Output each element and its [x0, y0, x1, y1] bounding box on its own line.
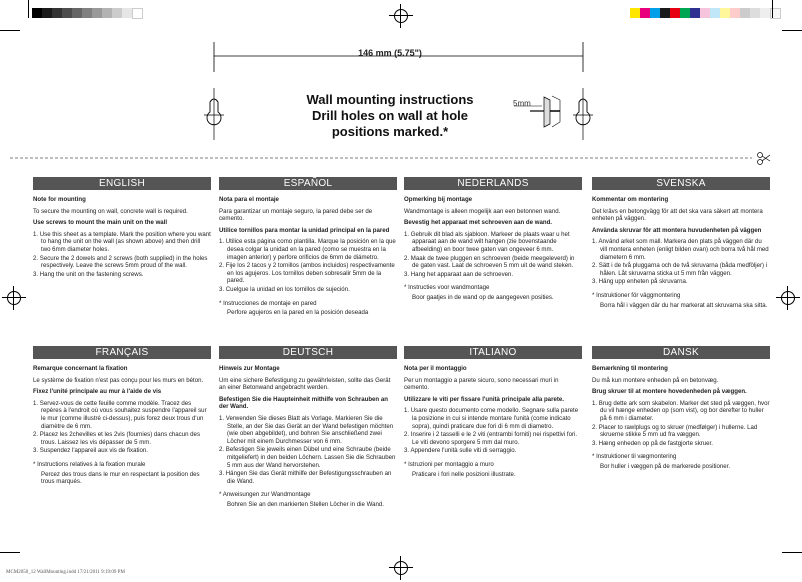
step: 1. Brug dette ark som skabelon. Marker det sted på væggen, hvor du vil hænge enheden op (som vist), og bor derefter to huller på 6 mm i diameter. — [592, 399, 770, 422]
keyhole-left-icon — [204, 88, 224, 140]
subheading: Use screws to mount the main unit on the wall — [33, 219, 168, 227]
footnote-title: * Istruzioni per montaggio a muro — [404, 460, 494, 468]
step: 2. Placez les 2chevilles et les 2vis (fournies) dans chacun des trous. Laissez les vis dépasser de 5 mm. — [33, 431, 200, 446]
step: 1. Usare questo documento come modello. Segnare sulla parete la posizione in cui si intende montare l'unità (come indicato sopra), quindi praticare due fori di 6 mm di diametro. — [404, 407, 579, 430]
section-header: DANSK — [592, 346, 770, 359]
section-english — [33, 177, 211, 282]
section-header: NEDERLANDS — [404, 177, 582, 190]
step: 2. Inserire i 2 tasselli e le 2 viti (entrambi forniti) nei rispettivi fori. Le viti devono sporgere 5 mm dal muro. — [404, 431, 578, 446]
registration-mark-left — [2, 286, 26, 310]
footnote-title: * Instructions relatives à la fixation murale — [33, 460, 146, 468]
footnote-text: Perfore agujeros en la pared en la posición deseada — [227, 309, 369, 317]
section-svenska — [592, 177, 770, 309]
section-header: ESPAÑOL — [219, 177, 397, 190]
crop-mark — [0, 552, 20, 553]
step: 3. Hang het apparaat aan de schroeven. — [404, 270, 514, 278]
screw-label: 5mm — [513, 99, 531, 108]
step: 1. Use this sheet as a template. Mark the position where you want to hang the unit on the wall (as shown above) and then drill two 6mm diameter holes. — [33, 230, 211, 253]
section-header: FRANÇAIS — [33, 346, 211, 359]
note-title: Bemærkning til montering — [592, 365, 668, 372]
footnote-text: Borra hål i väggen där du har markerat att skruvarna ska sitta. — [600, 301, 768, 309]
section-dansk — [592, 346, 770, 471]
section-nederlands — [404, 177, 582, 302]
step: 1. Använd arket som mall. Markera den plats på väggen där du vill montera enheten (enligt bilden ovan) och borra två hål med diametern 6 mm. — [592, 238, 769, 261]
section-header: SVENSKA — [592, 177, 770, 190]
step: 3. Suspendez l'appareil aux vis de fixation. — [33, 447, 148, 455]
title-line-3: positions marked.* — [331, 124, 449, 139]
step: 3. Appendere l'unità sulle viti di serraggio. — [404, 447, 517, 455]
step: 1. Utilice esta página como plantilla. Marque la posición en la que desea colgar la unidad en la pared (como se muestra en la imagen anterior) y perfore orificios de 6mm de diámetro. — [219, 238, 396, 261]
note-text: Um eine sichere Befestigung zu gewährleisten, sollte das Gerät an einer Betonwand angebracht werden. — [219, 376, 391, 392]
section-header: DEUTSCH — [219, 346, 397, 359]
note-title: Kommentar om montering — [592, 196, 669, 203]
keyhole-right-icon — [573, 88, 593, 140]
step: 3. Hæng enheden op på de fastgjorte skruer. — [592, 439, 713, 447]
footnote-title: * Instrucciones de montaje en pared — [219, 299, 317, 307]
step: 3. Cuelgue la unidad en los tornillos de sujeción. — [219, 285, 350, 293]
step: 2. Maak de twee pluggen en schroeven (beide meegeleverd) in de gaten vast. Laat de schroeven 5 mm uit de wand steken. — [404, 254, 575, 270]
note-text: Du må kun montere enheden på en betonvæg. — [592, 376, 719, 384]
footnote-text: Bohren Sie an den markierten Stellen Löcher in die Wand. — [227, 500, 384, 508]
print-slug: MCM2050_12 WallMounting.indd 17/21/2011 9:19:09 PM — [6, 570, 125, 575]
note-title: Remarque concernant la fixation — [33, 365, 128, 372]
section-italiano — [404, 346, 582, 478]
registration-mark-right — [776, 286, 800, 310]
note-text: Para garantizar un montaje seguro, la pared debe ser de cemento. — [219, 207, 373, 223]
note-text: To secure the mounting on wall, concrete wall is required. — [33, 207, 188, 215]
note-title: Nota para el montaje — [219, 196, 279, 203]
steps-list — [219, 238, 397, 293]
section-header: ENGLISH — [33, 177, 211, 190]
step: 3. Hängen Sie das Gerät mithilfe der Befestigungsschrauben an die Wand. — [219, 470, 392, 485]
step: 3. Hang the unit on the fastening screws. — [33, 270, 144, 278]
footnote-text: Bor huller i væggen på de markerede positioner. — [600, 462, 731, 470]
steps-list — [592, 238, 770, 286]
note-text: Det krävs en betongvägg för att det ska vara säkert att montera enheten på väggen. — [592, 207, 763, 223]
step: 1. Verwenden Sie dieses Blatt als Vorlage. Markieren Sie die Stelle, an der Sie das Gerät an der Wand befestigen möchten (wie oben abgebildet), und bohren Sie anschließend zwei Löcher mit einem Durchmesser von 6 mm. — [219, 414, 394, 445]
footnote-title: * Instructies voor wandmontage — [404, 284, 490, 292]
step: 2. Placer to rawlplugs og to skruer (medfølger) i hullerne. Lad skruerne stikke 5 mm ud fra væggen. — [592, 423, 758, 439]
subheading: Fixez l'unité principale au mur à l'aide de vis — [33, 388, 162, 396]
note-title: Nota per il montaggio — [404, 365, 467, 372]
footnote-title: * Instruktioner för väggmontering — [592, 291, 681, 299]
footnote-title: * Instruktioner til vægmontering — [592, 453, 677, 461]
subheading: Utilizzare le viti per fissare l'unità principale alla parete. — [404, 395, 564, 403]
title-line-1: Wall mounting instructions — [306, 92, 474, 107]
note-text: Wandmontage is alleen mogelijk aan een betonnen wand. — [404, 207, 561, 215]
section-espanol — [219, 177, 397, 317]
measurement-diagram — [0, 0, 802, 170]
subheading: Utilice tornillos para montar la unidad principal en la pared — [219, 226, 390, 234]
step: 1. Gebruik dit blad als sjabloon. Markeer de plaats waar u het apparaat aan de wand wilt hangen (zie bovenstaande afbeelding) en boor twee gaten van ongeveer 6 mm. — [404, 230, 570, 253]
section-francais — [33, 346, 211, 486]
step: 2. Fije los 2 tacos y 2 tornillos (ambos incluidos) respectivamente en los agujeros. Los tornillos deben sobresalir 5mm de la pared. — [219, 262, 395, 285]
step: 2. Befestigen Sie jeweils einen Dübel und eine Schraube (beide mitgeliefert) in den beiden Löchern. Lassen Sie die Schrauben 5 mm aus der Wand hervorstehen. — [219, 446, 396, 469]
subheading: Använda skruvar för att montera huvudenheten på väggen — [592, 226, 762, 234]
crop-mark — [782, 552, 802, 553]
note-text: Le système de fixation n'est pas conçu pour les murs en béton. — [33, 376, 204, 384]
step: 2. Secure the 2 dowels and 2 screws (both supplied) in the holes respectively. Leave the screws 5mm proud of the wall. — [33, 254, 208, 270]
steps-list — [404, 231, 582, 279]
step: 2. Sätt i de två pluggarna och de två skruvarna (båda medföljer) i hålen. Låt skruvarna sticka ut 5 mm från väggen. — [592, 262, 768, 277]
registration-mark-bottom — [389, 556, 413, 580]
steps-list — [219, 415, 397, 485]
subheading: Brug skruer til at montere hovedenheden på væggen. — [592, 388, 747, 396]
section-header: ITALIANO — [404, 346, 582, 359]
subheading: Bevestig het apparaat met schroeven aan de wand. — [404, 219, 552, 227]
steps-list — [33, 400, 211, 455]
subheading: Befestigen Sie die Haupteinheit mithilfe von Schrauben an der Wand. — [219, 395, 388, 411]
note-title: Hinweis zur Montage — [219, 365, 280, 372]
step: 3. Häng upp enheten på skruvarna. — [592, 278, 688, 286]
steps-list — [592, 400, 770, 448]
footnote-text: Percez des trous dans le mur en respectant la position des trous marqués. — [41, 470, 200, 486]
note-title: Note for mounting — [33, 196, 86, 203]
title-line-2: Drill holes on wall at hole — [311, 108, 469, 123]
page-title — [270, 92, 510, 140]
step: 1. Servez-vous de cette feuille comme modèle. Tracez des repères à l'endroit où vous souhaitez suspendre l'appareil sur le mur (comme illustré ci-dessus), puis forez deux trous d'un diamètre de 6 mm. — [33, 399, 207, 430]
footnote-text: Praticare i fori nelle posizioni illustrate. — [412, 470, 516, 478]
measure-label: 146 mm (5.75") — [358, 48, 422, 58]
section-deutsch — [219, 346, 397, 509]
footnote-title: * Anweisungen zur Wandmontage — [219, 491, 311, 499]
steps-list — [404, 407, 582, 455]
note-text: Per un montaggio a parete sicuro, sono necessari muri in cemento. — [404, 376, 559, 392]
steps-list — [33, 231, 211, 279]
footnote-text: Boor gaatjes in de wand op de aangegeven posities. — [412, 293, 554, 301]
note-title: Opmerking bij montage — [404, 196, 473, 203]
scissors-icon — [10, 153, 770, 165]
